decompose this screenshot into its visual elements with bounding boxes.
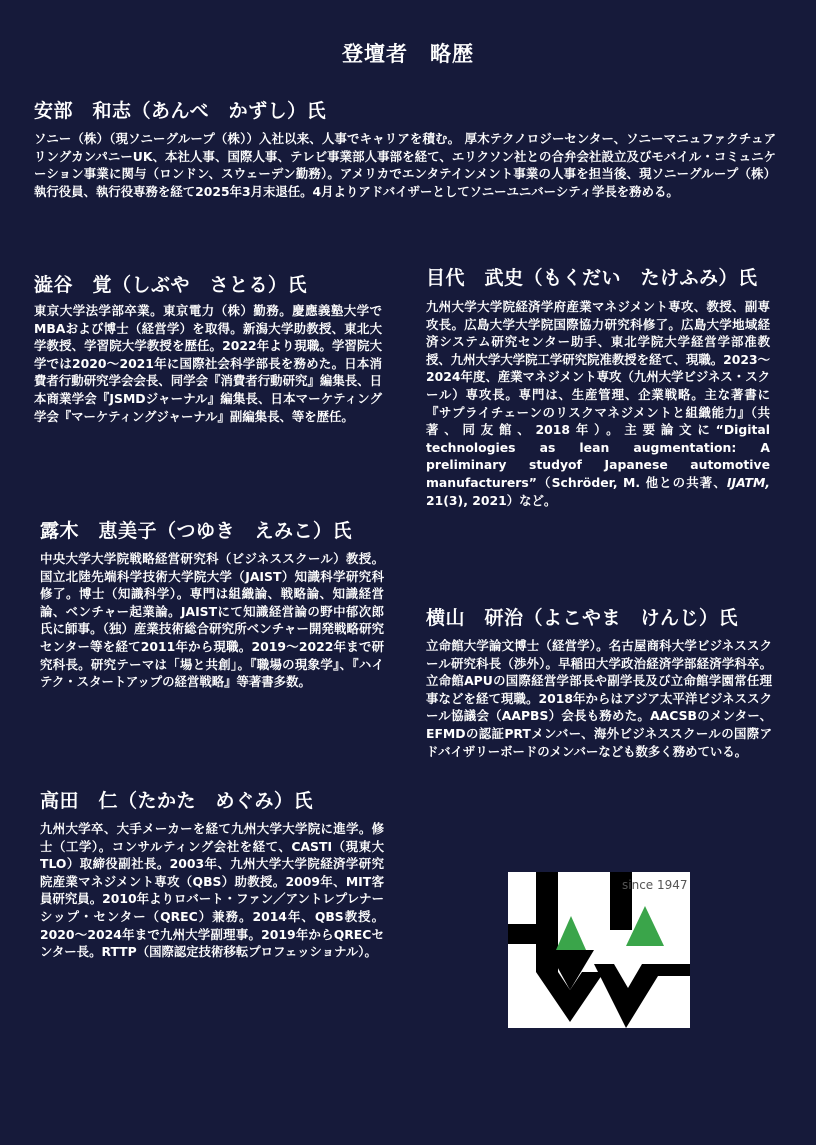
speaker-bio-takata: 九州大学卒、大手メーカーを経て九州大学大学院に進学。修士（工学）。コンサルティング会社を経て、CASTI（現東大TLO）取締役副社長。2003年、九州大学大学院経済学研究院産業マネジメント専攻（QBS）助教授。2009年、MIT客員研究員。2010年よりロバート・ファン／アントレプレナーシップ・センター（QREC）兼務。2014年、QBS教授。2020～2024年まで九州大学副理事。2019年からQRECセンター長。RTTP（国際認定技術移転プロフェッショナル）。: [40, 821, 384, 960]
speaker-bio-mokudai-journal: IJATM,: [726, 474, 770, 490]
speaker-bio-mokudai-text: 九州大学大学院経済学府産業マネジメント専攻、教授、副専攻長。広島大学大学院国際協力研究科修了。広島大学地域経済システム研究センター助手、東北学院大学経営学部准教授、九州大学大学院工学研究院准教授を経て、現職。2023～2024年度、産業マネジメント専攻（九州大学ビジネス・スクール）専攻長。専門は、生産管理、企業戦略。主な著書に『サプライチェーンのリスクマネジメントと組織能力』（共著、同友館、2018年）。主要論文に“Digital technologies as lean augmentation: A preliminary studyof Japanese automotive manufacturers”（Schröder, M. 他との共著、: [426, 299, 771, 490]
speaker-name-yokoyama: 横山 研治（よこやま けんじ）氏: [426, 607, 739, 629]
speaker-bio-tsuyuki: 中央大学大学院戦略経営研究科（ビジネススクール）教授。国立北陸先端科学技術大学院大学（JAIST）知識科学研究科修了。博士（知識科学）。専門は組織論、戦略論、知識経営論、ベンチャー起業論。JAISTにて知識経営論の野中郁次郎氏に師事。（独）産業技術総合研究所ベンチャー開発戦略研究センター等を経て2011年から現職。2019～2022年まで研究科長。研究テーマは「場と共創」。『職場の現象学』、『ハイテク・スタートアップの経営戦略』等著書多数。: [40, 551, 384, 690]
logo-mark: [508, 872, 690, 1028]
speaker-name-tsuyuki: 露木 恵美子（つゆき えみこ）氏: [40, 520, 353, 542]
speaker-bio-yokoyama: 立命館大学論文博士（経営学）。名古屋商科大学ビジネススクール研究科長（渉外）。早稲田大学政治経済学部経済学科卒。立命館APUの国際経営学部長や副学長及び立命館学園常任理事などを経て現職。2018年からはアジア太平洋ビジネススクール協議会（AAPBS）会長も務めた。AACSBのメンター、EFMDの認証PRTメンバー、海外ビジネススクールの国際アドバイザリーボードのメンバーなども数多く務めている。: [426, 638, 772, 759]
speaker-name-abe: 安部 和志（あんべ かずし）氏: [34, 100, 327, 122]
logo-since-text: since 1947: [622, 878, 688, 892]
speaker-bio-mokudai-end: 21(3), 2021）など。: [426, 492, 557, 508]
speaker-bio-abe: ソニー（株）（現ソニーグループ（株））入社以来、人事でキャリアを積む。 厚木テクノロジーセンター、ソニーマニュファクチュアリングカンパニーUK、本社人事、国際人事、テレビ事業部人事部を経て、エリクソン社との合弁会社設立及びモバイル・コミュニケーション事業に関与（ロンドン、スウェーデン勤務）。アメリカでエンタテインメント事業の人事を担当後、現ソニーグループ（株）執行役員、執行役専務を経て2025年3月末退任。4月よりアドバイザーとしてソニーユニバーシティ学長を務める。: [34, 131, 776, 199]
jaaa-logo: [508, 872, 690, 1084]
speaker-name-takata: 高田 仁（たかた めぐみ）氏: [40, 790, 314, 812]
page-title: 登壇者 略歴: [342, 42, 474, 66]
speaker-name-shibuya: 澁谷 覚（しぶや さとる）氏: [34, 274, 308, 296]
speaker-name-mokudai: 目代 武史（もくだい たけふみ）氏: [426, 267, 758, 289]
logo-reflection: [508, 1028, 690, 1084]
speaker-bio-mokudai: [426, 298, 770, 509]
speaker-bio-shibuya: 東京大学法学部卒業。東京電力（株）勤務。慶應義塾大学でMBAおよび博士（経営学）を取得。新潟大学助教授、東北大学教授、学習院大学教授を歴任。2022年より現職。学習院大学では2020～2021年に国際社会科学部長を務めた。日本消費者行動研究学会会長、同学会『消費者行動研究』編集長、日本商業学会『JSMDジャーナル』編集長、日本マーケティング学会『マーケティングジャーナル』副編集長、等を歴任。: [34, 303, 382, 424]
